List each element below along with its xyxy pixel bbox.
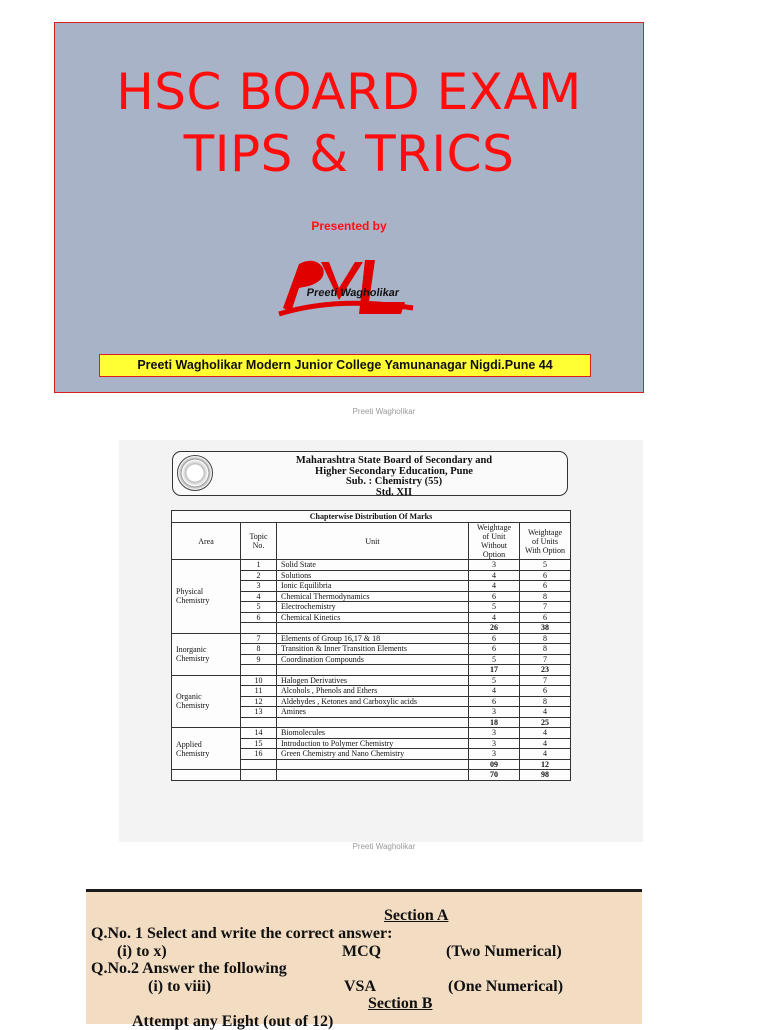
section-a-heading: Section A	[384, 907, 449, 924]
unit-cell: Ionic Equilibria	[277, 581, 469, 592]
weight-with-cell: 6	[520, 686, 571, 697]
unit-cell: Aldehydes , Ketones and Carboxylic acids	[277, 696, 469, 707]
board-line-2: Higher Secondary Education, Pune	[315, 465, 473, 477]
unit-cell: Biomolecules	[277, 728, 469, 739]
topic-no-cell	[241, 770, 277, 781]
question-2-note: (One Numerical)	[448, 978, 564, 995]
table-row	[172, 633, 571, 644]
subtotal-with-cell: 12	[520, 759, 571, 770]
unit-cell: Alcohols , Phenols and Ethers	[277, 686, 469, 697]
weight-without-cell: 6	[469, 633, 520, 644]
weight-with-cell: 6	[520, 581, 571, 592]
subtotal-with-cell: 38	[520, 623, 571, 634]
topic-no-cell: 11	[241, 686, 277, 697]
weight-without-cell: 6	[469, 696, 520, 707]
question-1-type: MCQ	[342, 943, 382, 960]
grand-total-row	[172, 770, 571, 781]
topic-no-cell: 7	[241, 633, 277, 644]
weight-without-cell: 3	[469, 560, 520, 571]
question-2: Q.No.2 Answer the following	[91, 960, 287, 977]
topic-no-cell: 10	[241, 675, 277, 686]
subtotal-without-cell: 17	[469, 665, 520, 676]
unit-cell	[277, 623, 469, 634]
question-1: Q.No. 1 Select and write the correct answer:	[91, 925, 393, 942]
area-cell: Applied Chemistry	[172, 728, 241, 770]
header-topic-no: Topic No.	[241, 523, 277, 560]
weight-with-cell: 7	[520, 602, 571, 613]
topic-no-cell	[241, 717, 277, 728]
weight-without-cell: 6	[469, 644, 520, 655]
weight-without-cell: 5	[469, 654, 520, 665]
topic-no-cell	[241, 759, 277, 770]
subtotal-without-cell: 18	[469, 717, 520, 728]
weight-with-cell: 6	[520, 612, 571, 623]
unit-cell: Electrochemistry	[277, 602, 469, 613]
question-pattern-slide	[86, 889, 642, 1030]
weight-with-cell: 4	[520, 728, 571, 739]
question-2-range: (i) to viii)	[148, 978, 212, 995]
presented-by-label: Presented by	[311, 219, 387, 233]
marks-distribution-slide	[119, 440, 643, 842]
unit-cell: Elements of Group 16,17 & 18	[277, 633, 469, 644]
board-header	[172, 451, 568, 496]
topic-no-cell	[241, 665, 277, 676]
weight-with-cell: 8	[520, 696, 571, 707]
slide-footer-2: Preeti Wagholikar	[352, 842, 416, 851]
title-line-1: HSC BOARD EXAM	[116, 63, 582, 121]
unit-cell: Coordination Compounds	[277, 654, 469, 665]
unit-cell: Solid State	[277, 560, 469, 571]
topic-no-cell: 12	[241, 696, 277, 707]
table-caption: Chapterwise Distribution Of Marks	[172, 511, 571, 523]
subtotal-without-cell: 09	[469, 759, 520, 770]
table-row	[172, 675, 571, 686]
weight-with-cell: 5	[520, 560, 571, 571]
topic-no-cell: 5	[241, 602, 277, 613]
board-seal-icon	[177, 455, 213, 491]
weight-without-cell: 6	[469, 591, 520, 602]
question-2-type: VSA	[344, 978, 377, 995]
unit-cell: Transition & Inner Transition Elements	[277, 644, 469, 655]
subtotal-without-cell: 26	[469, 623, 520, 634]
header-unit: Unit	[277, 523, 469, 560]
unit-cell	[277, 770, 469, 781]
unit-cell	[277, 665, 469, 676]
weight-with-cell: 4	[520, 749, 571, 760]
weight-with-cell: 8	[520, 591, 571, 602]
weight-without-cell: 4	[469, 612, 520, 623]
header-weight-without: Weightage of Unit Without Option	[469, 523, 520, 560]
board-line-1: Maharashtra State Board of Secondary and	[295, 455, 493, 466]
weight-with-cell: 4	[520, 707, 571, 718]
grand-total-with-cell: 98	[520, 770, 571, 781]
subtotal-with-cell: 25	[520, 717, 571, 728]
weight-with-cell: 6	[520, 570, 571, 581]
topic-no-cell: 3	[241, 581, 277, 592]
slide-title	[55, 61, 643, 185]
logo-signature: Preeti Wagholikar	[305, 287, 400, 299]
header-area: Area	[172, 523, 241, 560]
weight-with-cell: 7	[520, 654, 571, 665]
attempt-instruction: Attempt any Eight (out of 12)	[132, 1013, 334, 1030]
area-cell: Physical Chemistry	[172, 560, 241, 634]
area-cell: Inorganic Chemistry	[172, 633, 241, 675]
grand-total-without-cell: 70	[469, 770, 520, 781]
weight-with-cell: 8	[520, 644, 571, 655]
unit-cell: Chemical Thermodynamics	[277, 591, 469, 602]
unit-cell: Introduction to Polymer Chemistry	[277, 738, 469, 749]
topic-no-cell: 8	[241, 644, 277, 655]
question-1-range: (i) to x)	[117, 943, 167, 960]
weight-without-cell: 3	[469, 738, 520, 749]
topic-no-cell: 1	[241, 560, 277, 571]
topic-no-cell: 2	[241, 570, 277, 581]
board-line-3: Sub. : Chemistry (55)	[345, 476, 443, 487]
weight-without-cell: 5	[469, 602, 520, 613]
unit-cell: Solutions	[277, 570, 469, 581]
topic-no-cell: 15	[241, 738, 277, 749]
weight-without-cell: 4	[469, 686, 520, 697]
weight-without-cell: 4	[469, 570, 520, 581]
unit-cell: Halogen Derivatives	[277, 675, 469, 686]
section-b-heading: Section B	[368, 995, 433, 1012]
unit-cell	[277, 759, 469, 770]
slide-footer-1: Preeti Wagholikar	[352, 407, 416, 416]
table-row	[172, 728, 571, 739]
topic-no-cell: 9	[241, 654, 277, 665]
header-weight-with: Weightage of Units With Option	[520, 523, 571, 560]
topic-no-cell: 13	[241, 707, 277, 718]
unit-cell: Chemical Kinetics	[277, 612, 469, 623]
weight-with-cell: 7	[520, 675, 571, 686]
board-title	[221, 456, 567, 498]
table-row	[172, 560, 571, 571]
weight-without-cell: 3	[469, 707, 520, 718]
pwl-logo	[277, 248, 415, 324]
marks-table	[171, 510, 571, 781]
weight-with-cell: 4	[520, 738, 571, 749]
title-line-2: TIPS & TRICS	[183, 125, 515, 183]
weight-with-cell: 8	[520, 633, 571, 644]
weight-without-cell: 5	[469, 675, 520, 686]
topic-no-cell: 14	[241, 728, 277, 739]
title-slide	[54, 22, 644, 393]
topic-no-cell: 6	[241, 612, 277, 623]
topic-no-cell: 4	[241, 591, 277, 602]
area-cell: Organic Chemistry	[172, 675, 241, 728]
unit-cell	[277, 717, 469, 728]
area-cell	[172, 770, 241, 781]
topic-no-cell	[241, 623, 277, 634]
weight-without-cell: 4	[469, 581, 520, 592]
topic-no-cell: 16	[241, 749, 277, 760]
weight-without-cell: 3	[469, 728, 520, 739]
subtotal-with-cell: 23	[520, 665, 571, 676]
unit-cell: Green Chemistry and Nano Chemistry	[277, 749, 469, 760]
board-line-4: Std. XII	[375, 486, 413, 498]
unit-cell: Amines	[277, 707, 469, 718]
question-1-note: (Two Numerical)	[446, 943, 562, 960]
weight-without-cell: 3	[469, 749, 520, 760]
college-banner: Preeti Wagholikar Modern Junior College Yamunanagar Nigdi.Pune 44	[99, 354, 591, 377]
